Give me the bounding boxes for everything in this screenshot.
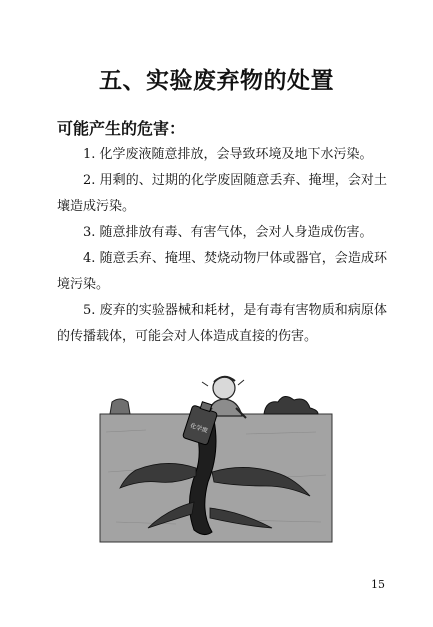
hazard-item-4: 4. 随意丢弃、掩埋、焚烧动物尸体或器官，会造成环境污染。 bbox=[57, 251, 387, 292]
bottle-label: 化学废 bbox=[189, 422, 209, 435]
hazard-item-1: 1. 化学废液随意排放，会导致环境及地下水污染。 bbox=[83, 147, 373, 162]
page-title: 五、实验废弃物的处置 bbox=[99, 68, 334, 94]
hazards-heading: 可能产生的危害： bbox=[57, 119, 186, 138]
hazard-item-5: 5. 废弃的实验器械和耗材，是有毒有害物质和病原体的传播载体，可能会对人体造成直接的伤害。 bbox=[57, 303, 387, 344]
bush bbox=[264, 396, 318, 414]
waste-dumping-illustration bbox=[96, 372, 336, 544]
tree-stump bbox=[110, 399, 130, 414]
hazard-item-3: 3. 随意排放有毒、有害气体，会对人身造成伤害。 bbox=[83, 225, 373, 240]
page-number: 15 bbox=[371, 578, 385, 591]
hazard-item-2: 2. 用剩的、过期的化学废固随意丢弃、掩埋，会对土壤造成污染。 bbox=[57, 173, 387, 214]
